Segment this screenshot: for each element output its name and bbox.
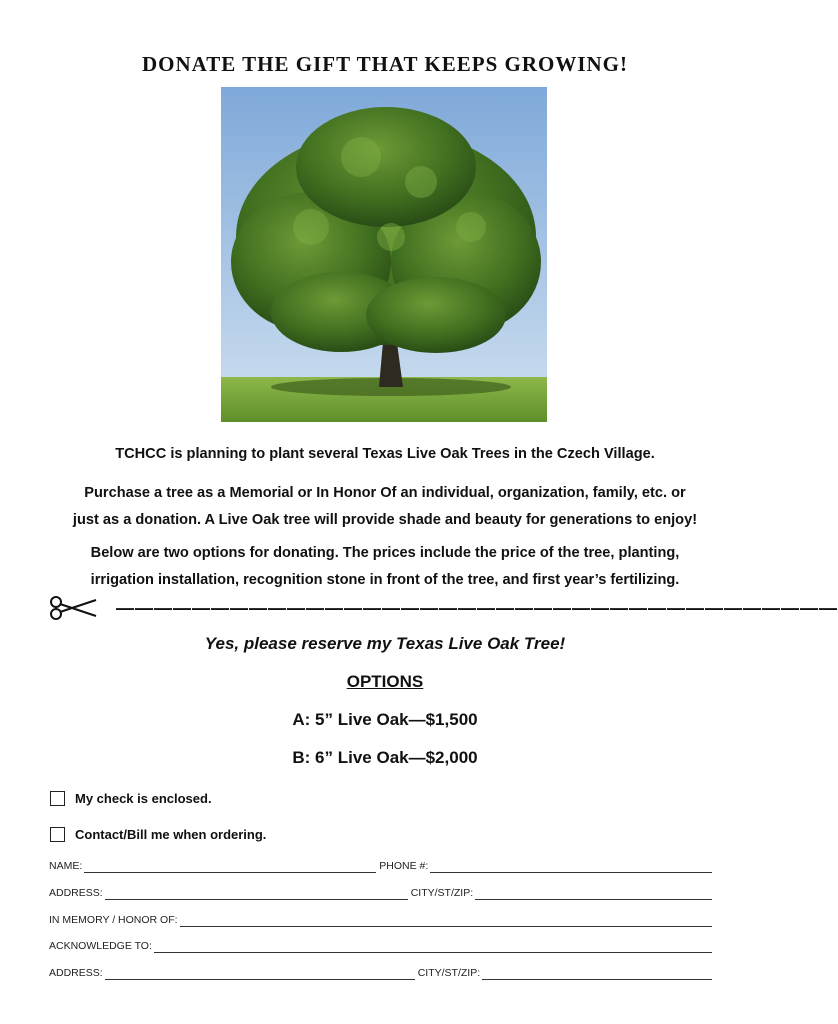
city2-label: CITY/ST/ZIP: xyxy=(417,967,481,979)
address2-field[interactable] xyxy=(105,967,415,980)
acknowledge-field[interactable] xyxy=(154,940,712,953)
city2-field[interactable] xyxy=(482,967,712,980)
intro-paragraph-2 xyxy=(0,480,770,534)
phone-field[interactable] xyxy=(430,860,712,873)
city-label: CITY/ST/ZIP: xyxy=(410,887,474,899)
scissors-icon xyxy=(48,596,98,620)
memory-row xyxy=(49,914,715,927)
check-enclosed-label: My check is enclosed. xyxy=(75,791,212,806)
memory-field[interactable] xyxy=(180,914,712,927)
phone-label: PHONE #: xyxy=(379,860,429,872)
intro-line-1: TCHCC is planning to plant several Texas Live Oak Trees in the Czech Village. xyxy=(115,446,655,462)
check-enclosed-row xyxy=(50,791,212,806)
option-a: A: 5” Live Oak—$1,500 xyxy=(292,710,478,729)
address-label: ADDRESS: xyxy=(49,887,103,899)
options-heading: OPTIONS xyxy=(346,672,424,691)
contact-bill-label: Contact/Bill me when ordering. xyxy=(75,827,267,842)
name-phone-row xyxy=(49,860,715,873)
intro-line-3b: irrigation installation, recognition stone in front of the tree, and first year’s fertilizing. xyxy=(90,572,680,588)
name-field[interactable] xyxy=(84,860,376,873)
contact-bill-row xyxy=(50,827,266,842)
intro-line-2a: Purchase a tree as a Memorial or In Honor Of an individual, organization, family, etc. or xyxy=(84,485,686,501)
name-label: NAME: xyxy=(49,860,83,872)
intro-line-3a: Below are two options for donating. The prices include the price of the tree, planting, xyxy=(90,545,680,561)
intro-paragraph-3 xyxy=(0,540,770,594)
address-field[interactable] xyxy=(105,887,408,900)
option-b: B: 6” Live Oak—$2,000 xyxy=(292,748,478,767)
address2-city2-row xyxy=(49,967,715,980)
city-field[interactable] xyxy=(475,887,712,900)
address2-label: ADDRESS: xyxy=(49,967,103,979)
acknowledge-row xyxy=(49,940,715,953)
address-city-row xyxy=(49,887,715,900)
check-enclosed-checkbox[interactable] xyxy=(50,791,65,806)
acknowledge-label: ACKNOWLEDGE TO: xyxy=(49,940,152,952)
live-oak-tree-photo xyxy=(221,87,547,422)
cut-line: —————————————————————————————————————— xyxy=(116,598,838,618)
memory-label: IN MEMORY / HONOR OF: xyxy=(49,914,178,926)
contact-bill-checkbox[interactable] xyxy=(50,827,65,842)
page-title: DONATE THE GIFT THAT KEEPS GROWING! xyxy=(141,52,629,76)
reserve-heading: Yes, please reserve my Texas Live Oak Tree! xyxy=(204,634,566,653)
intro-line-2b: just as a donation. A Live Oak tree will provide shade and beauty for generations to enjoy! xyxy=(72,512,698,528)
